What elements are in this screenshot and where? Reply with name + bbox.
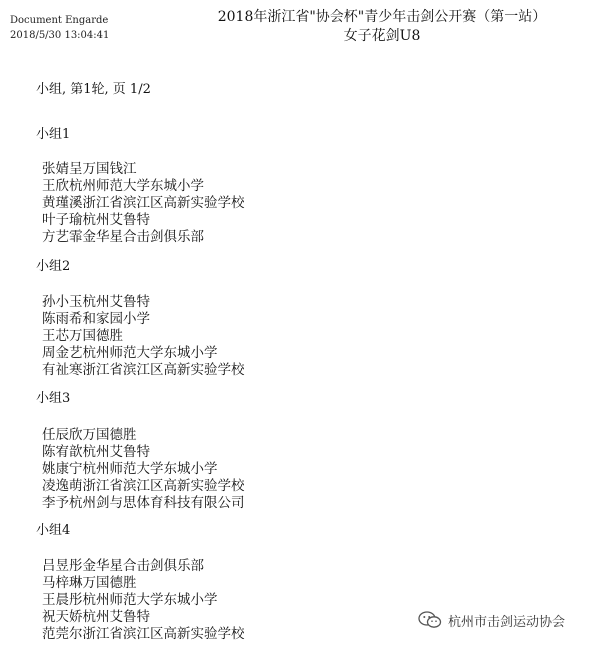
- fencer-row: [42, 359, 245, 376]
- group-2-list: [42, 291, 245, 376]
- fencer-row: [42, 192, 245, 209]
- fencer-row: [42, 291, 245, 308]
- fencer-row: [42, 623, 245, 640]
- fencer-row: [42, 492, 245, 509]
- wechat-logo-icon: [418, 611, 442, 629]
- fencer-club: 浙江省滨江区高新实验学校: [82, 626, 245, 642]
- watermark: [418, 607, 565, 633]
- fencer-row: [42, 325, 245, 342]
- fencer-name: 方艺霏: [42, 229, 83, 245]
- document-meta: [10, 13, 109, 43]
- fencer-club: 万国德胜: [82, 427, 137, 443]
- fencer-row: [42, 342, 245, 359]
- page-title: [192, 8, 572, 46]
- fencer-club: 杭州艾鲁特: [82, 609, 150, 625]
- group-label: 小组3: [36, 391, 71, 406]
- fencer-club: 金华星合击剑俱乐部: [82, 229, 204, 245]
- fencer-name: 姚康宁: [42, 461, 83, 477]
- fencer-club: 浙江省滨江区高新实验学校: [82, 195, 245, 211]
- fencer-club: 杭州师范大学东城小学: [82, 592, 218, 608]
- fencer-name: 孙小玉: [42, 294, 83, 310]
- fencer-name: 任辰欣: [42, 427, 83, 443]
- fencer-row: [42, 424, 245, 441]
- fencer-name: 张婧呈: [42, 161, 83, 177]
- fencer-club: 杭州师范大学东城小学: [82, 461, 218, 477]
- group-4-list: [42, 555, 245, 640]
- fencer-name: 王晨彤: [42, 592, 83, 608]
- fencer-row: [42, 606, 245, 623]
- fencer-row: [42, 226, 245, 243]
- fencer-name: 范莞尔: [42, 626, 83, 642]
- fencer-row: [42, 458, 245, 475]
- fencer-name: 凌逸萌: [42, 478, 83, 494]
- fencer-name: 王欣: [42, 178, 69, 194]
- fencer-club: 杭州艾鲁特: [82, 212, 150, 228]
- fencer-name: 马梓琳: [42, 575, 83, 591]
- round-info: 小组, 第1轮, 页 1/2: [36, 82, 151, 97]
- fencer-name: 周金艺: [42, 345, 83, 361]
- fencer-name: 李予: [42, 495, 69, 511]
- fencer-club: 万国钱江: [82, 161, 137, 177]
- fencer-club: 杭州艾鲁特: [82, 294, 150, 310]
- fencer-row: [42, 209, 245, 226]
- fencer-club: 和家园小学: [82, 311, 150, 327]
- event-title: 2018年浙江省"协会杯"青少年击剑公开赛（第一站）: [217, 9, 547, 25]
- fencer-club: 杭州剑与思体育科技有限公司: [69, 495, 245, 511]
- fencer-name: 有祉寒: [42, 362, 83, 378]
- fencer-club: 万国德胜: [69, 328, 123, 344]
- fencer-club: 杭州师范大学东城小学: [82, 345, 218, 361]
- fencer-club: 金华星合击剑俱乐部: [82, 558, 204, 574]
- fencer-club: 浙江省滨江区高新实验学校: [82, 478, 245, 494]
- category-title: 女子花剑U8: [343, 28, 421, 44]
- group-label: 小组2: [36, 259, 71, 274]
- fencer-row: [42, 572, 245, 589]
- fencer-club: 浙江省滨江区高新实验学校: [82, 362, 245, 378]
- fencer-row: [42, 158, 245, 175]
- print-datetime: 2018/5/30 13:04:41: [10, 30, 110, 41]
- fencer-name: 王芯: [42, 328, 69, 344]
- software-name: Document Engarde: [10, 15, 109, 26]
- group-label: 小组1: [36, 127, 71, 142]
- fencer-name: 祝天娇: [42, 609, 83, 625]
- fencer-row: [42, 441, 245, 458]
- fencer-row: [42, 475, 245, 492]
- fencer-club: 杭州艾鲁特: [82, 444, 150, 460]
- fencer-row: [42, 308, 245, 325]
- fencer-row: [42, 555, 245, 572]
- group-label: 小组4: [36, 523, 71, 538]
- fencer-name: 叶子瑜: [42, 212, 83, 228]
- fencer-name: 陈雨希: [42, 311, 83, 327]
- watermark-text: 杭州市击剑运动协会: [448, 614, 566, 630]
- group-3-list: [42, 424, 245, 509]
- fencer-row: [42, 589, 245, 606]
- fencer-club: 杭州师范大学东城小学: [69, 178, 204, 194]
- fencer-name: 吕昱彤: [42, 558, 83, 574]
- group-1-list: [42, 158, 245, 243]
- fencer-name: 黄瑾溪: [42, 195, 83, 211]
- fencer-row: [42, 175, 245, 192]
- fencer-name: 陈宥歆: [42, 444, 83, 460]
- fencer-club: 万国德胜: [82, 575, 137, 591]
